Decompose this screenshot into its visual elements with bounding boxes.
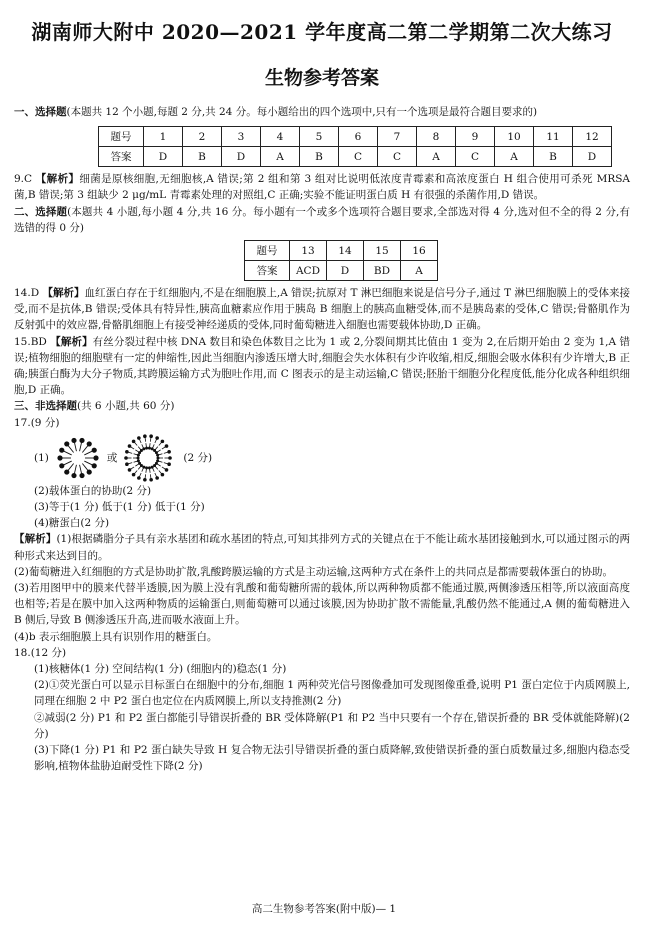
q17-explanation-4: (4)b 表示细胞膜上具有识别作用的糖蛋白。 <box>14 630 218 643</box>
page-title: 湖南师大附中 2020—2021 学年度高二第二学期第二次大练习 <box>31 20 613 44</box>
section1-header <box>14 104 630 120</box>
table-cell: 14 <box>327 241 364 261</box>
table-cell: ACD <box>290 261 327 281</box>
table-cell: A <box>401 261 438 281</box>
table-cell: 15 <box>364 241 401 261</box>
section1-note: (本题共 12 个小题,每题 2 分,共 24 分。每小题给出的四个选项中,只有一个选项是最符合题目要求的) <box>66 106 538 118</box>
section3-header <box>14 398 630 414</box>
q17-explanation-text-1: (1)根据磷脂分子具有亲水基团和疏水基团的特点,可知其排列方式的关键点在于不能让疏水基团接触到水,可以通过图示的两种形式来达到目的。 <box>14 533 631 562</box>
q17-tag: 【解析】 <box>14 533 57 546</box>
q17-explanation-1 <box>14 531 630 563</box>
table-cell: D <box>144 147 183 167</box>
q15-lead: 15.BD <box>14 335 47 348</box>
table-cell: 6 <box>339 127 378 147</box>
section2-heading: 二、选择题 <box>14 205 68 218</box>
table-cell: BD <box>364 261 401 281</box>
table-row-answers <box>99 147 612 167</box>
table-cell: B <box>183 147 222 167</box>
table-cell: 10 <box>495 127 534 147</box>
q18-answer4: (3)下降(1 分) P1 和 P2 蛋白缺失导致 H 复合物无法引导错误折叠的蛋白质降解,致使错误折叠的蛋白质数量过多,细胞内稳态受影响,植物体盐胁迫耐受性下降(2 分) <box>34 744 630 773</box>
table-cell: A <box>417 147 456 167</box>
table-cell: D <box>327 261 364 281</box>
q17-answer2: (2)载体蛋白的协助(2 分) <box>34 484 152 497</box>
q15-explanation <box>14 334 630 399</box>
table-cell: 16 <box>401 241 438 261</box>
q14-lead: 14.D <box>14 287 40 300</box>
table-cell: 13 <box>290 241 327 261</box>
table-cell: C <box>378 147 417 167</box>
q18-answer2: (2)①荧光蛋白可以显示目标蛋白在细胞中的分布,细胞 1 两种荧光信号图像叠加可发现图像重叠,说明 P1 蛋白定位于内质网膜上,同理在细胞 2 中 P2 蛋白也定位在内质网膜上,所以支持推测(2 分) <box>34 679 630 708</box>
table-cell: 8 <box>417 127 456 147</box>
q9-lead: 9.C <box>14 173 33 186</box>
q14-tag: 【解析】 <box>42 287 85 300</box>
q14-explanation <box>14 285 630 334</box>
q17-explanation-2: (2)葡萄糖进入红细胞的方式是协助扩散,乳酸跨膜运输的方式是主动运输,这两种方式在条件上的共同点是都需要载体蛋白的协助。 <box>14 565 614 578</box>
table-cell-label: 题号 <box>245 241 290 261</box>
page-footer: 高二生物参考答案(附中版)— 1 <box>251 903 397 915</box>
table-cell-label: 题号 <box>99 127 144 147</box>
liposome-bilayer-icon <box>123 433 173 483</box>
table-cell-label: 答案 <box>245 261 290 281</box>
q18-answer3: ②减弱(2 分) P1 和 P2 蛋白都能引导错误折叠的 BR 受体降解(P1 和 P2 当中只要有一个存在,错误折叠的 BR 受体就能降解)(2 分) <box>34 711 630 740</box>
q14-text: 血红蛋白存在于红细胞内,不是在细胞膜上,A 错误;抗原对 T 淋巴细胞来说是信号分子,通过 T 淋巴细胞膜上的受体来接受,而不是抗体,B 错误;受体具有特异性,胰高血糖素应作用于胰岛 B 细胞上的胰高血糖受体,而不是胰岛素的受体,C 错误;骨骼肌作为反射弧中的效应器,骨骼肌细胞上有接受神经递质的受体,同时葡萄糖进入细胞也需要载体协助,D 正确。 <box>14 287 630 332</box>
table-cell: D <box>222 147 261 167</box>
q17-answer4: (4)糖蛋白(2 分) <box>34 517 110 530</box>
table-cell: B <box>300 147 339 167</box>
q17-explanation-3: (3)若用图甲中的膜来代替半透膜,因为膜上没有乳酸和葡萄糖所需的载体,所以两种物质都不能通过膜,两侧渗透压相等,所以液面高度也相等;若是在膜中加入这两种物质的运输蛋白,则葡萄糖可以通过该膜,因为协助扩散不需能量,乳酸仍然不能通过,A 侧的葡萄糖进入 B 侧后,导致 B 侧渗透压升高,进而吸水液面上升。 <box>14 582 630 627</box>
section3-heading: 三、非选择题 <box>14 400 77 413</box>
table-cell: 4 <box>261 127 300 147</box>
q18-heading: 18.(12 分) <box>14 646 67 659</box>
section2-answer-table <box>244 240 438 281</box>
q17-heading: 17.(9 分) <box>14 416 60 429</box>
section1-heading: 一、选择题 <box>14 106 67 118</box>
section3-note: (共 6 小题,共 60 分) <box>77 400 175 413</box>
section2-note: (本题共 4 小题,每小题 4 分,共 16 分。每小题有一个或多个选项符合题目要求,全部选对得 4 分,选对但不全的得 2 分,有选错的得 0 分) <box>14 205 631 234</box>
table-cell: 11 <box>534 127 573 147</box>
q18-answer1: (1)核糖体(1 分) 空间结构(1 分) (细胞内的)稳态(1 分) <box>34 663 287 676</box>
table-cell: 9 <box>456 127 495 147</box>
table-cell: 2 <box>183 127 222 147</box>
q15-tag: 【解析】 <box>50 335 93 348</box>
table-cell: 1 <box>144 127 183 147</box>
page-subtitle: 生物参考答案 <box>264 67 379 89</box>
table-cell: A <box>495 147 534 167</box>
q17-or-label: 或 <box>106 452 118 465</box>
q9-explanation <box>14 171 630 203</box>
micelle-icon <box>55 435 101 481</box>
table-row-numbers <box>99 127 612 147</box>
q17-answer3: (3)等于(1 分) 低于(1 分) 低于(1 分) <box>34 501 205 514</box>
table-cell-label: 答案 <box>99 147 144 167</box>
table-cell: 7 <box>378 127 417 147</box>
table-row-numbers <box>245 241 438 261</box>
q17-figure-row <box>34 435 630 481</box>
q17-answer1-number: (1) <box>34 451 49 464</box>
table-cell: C <box>339 147 378 167</box>
q9-text: 细菌是原核细胞,无细胞核,A 错误;第 2 组和第 3 组对比说明低浓度青霉素和高浓度蛋白 H 组合使用可杀死 MRSA 菌,B 错误;第 3 组缺少 2 μg/mL 青霉素处理的对照组,C 正确;实验不能证明蛋白质 H 有很强的杀菌作用,D 错误。 <box>14 173 630 202</box>
table-cell: 5 <box>300 127 339 147</box>
table-cell: 12 <box>573 127 612 147</box>
section2-header <box>14 204 630 236</box>
q9-tag: 【解析】 <box>35 173 80 186</box>
q15-text: 有丝分裂过程中核 DNA 数目和染色体数目之比为 1 或 2,分裂间期其比值由 1 变为 2,在后期开始由 2 变为 1,A 错误;植物细胞的细胞壁有一定的伸缩性,因此当细胞内渗透压增大时,细胞会失水体积有少许收缩,相反,细胞会吸水体积有少许增大,B 正确;胰蛋白酶为大分子物质,其跨膜运输方式为胞吐作用,而 C 图表示的是主动运输,C 错误;胚胎干细胞分化程度低,能分化成各种组织细胞,D 正确。 <box>14 335 631 397</box>
section1-answer-table <box>98 126 612 167</box>
table-cell: D <box>573 147 612 167</box>
q17-answer1-points: (2 分) <box>183 452 213 465</box>
table-cell: C <box>456 147 495 167</box>
table-cell: 3 <box>222 127 261 147</box>
table-cell: B <box>534 147 573 167</box>
table-cell: A <box>261 147 300 167</box>
table-row-answers <box>245 261 438 281</box>
